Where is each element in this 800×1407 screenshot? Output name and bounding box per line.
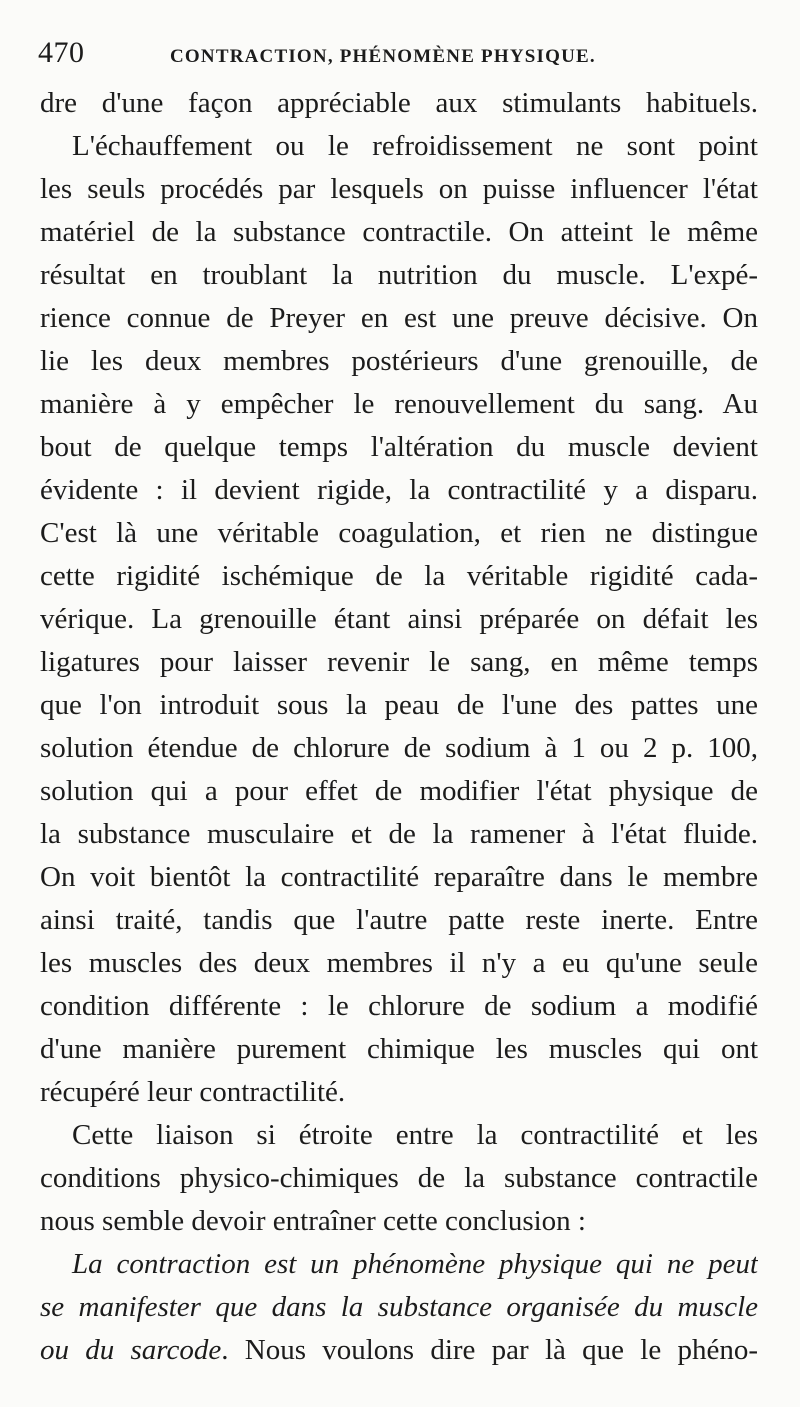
text-line: la substance musculaire et de la ramener à l'état fluide.: [40, 818, 758, 850]
text-line: On voit bientôt la contractilité reparaître dans le membre: [40, 861, 758, 893]
text-line: résultat en troublant la nutrition du muscle. L'expé-: [40, 259, 758, 291]
text-line: les muscles des deux membres il n'y a eu qu'une seule: [40, 947, 758, 979]
running-title: CONTRACTION, PHÉNOMÈNE PHYSIQUE.: [170, 46, 596, 67]
text-line: les seuls procédés par lesquels on puisse influencer l'état: [40, 173, 758, 205]
text-line: rience connue de Preyer en est une preuve décisive. On: [40, 302, 758, 334]
text-line: ligatures pour laisser revenir le sang, en même temps: [40, 646, 758, 678]
text-line: conditions physico-chimiques de la substance contractile: [40, 1162, 758, 1194]
page-number: 470: [38, 36, 85, 69]
italic-text-line: se manifester que dans la substance organisée du muscle: [40, 1291, 758, 1323]
text-line-rest: . Nous voulons dire par là que le phéno-: [221, 1334, 758, 1366]
text-line: d'une manière purement chimique les muscles qui ont: [40, 1033, 758, 1065]
text-line: dre d'une façon appréciable aux stimulants habituels.: [40, 87, 758, 119]
text-line: L'échauffement ou le refroidissement ne sont point: [72, 130, 758, 162]
text-line: récupéré leur contractilité.: [40, 1076, 346, 1108]
text-line: ainsi traité, tandis que l'autre patte reste inerte. Entre: [40, 904, 758, 936]
italic-phrase: ou du sarcode: [40, 1334, 222, 1366]
page-header: [38, 36, 758, 76]
text-line: [40, 1329, 758, 1372]
text-line: cette rigidité ischémique de la véritable rigidité cada-: [40, 560, 758, 592]
text-line: bout de quelque temps l'altération du muscle devient: [40, 431, 758, 463]
text-line: C'est là une véritable coagulation, et rien ne distingue: [40, 517, 758, 549]
italic-text-line: La contraction est un phénomène physique qui ne peut: [72, 1248, 758, 1280]
text-line: évidente : il devient rigide, la contractilité y a disparu.: [40, 474, 758, 506]
text-line: solution étendue de chlorure de sodium à 1 ou 2 p. 100,: [40, 732, 758, 764]
text-line: matériel de la substance contractile. On atteint le même: [40, 216, 758, 248]
text-line: solution qui a pour effet de modifier l'état physique de: [40, 775, 758, 807]
text-line: que l'on introduit sous la peau de l'une des pattes une: [40, 689, 758, 721]
text-line: lie les deux membres postérieurs d'une grenouille, de: [40, 345, 758, 377]
text-line: vérique. La grenouille étant ainsi préparée on défait les: [40, 603, 758, 635]
text-line: condition différente : le chlorure de sodium a modifié: [40, 990, 758, 1022]
text-line: manière à y empêcher le renouvellement du sang. Au: [40, 388, 758, 420]
text-line: Cette liaison si étroite entre la contractilité et les: [72, 1119, 758, 1151]
body-text: [40, 82, 758, 1372]
text-line: nous semble devoir entraîner cette conclusion :: [40, 1205, 586, 1237]
